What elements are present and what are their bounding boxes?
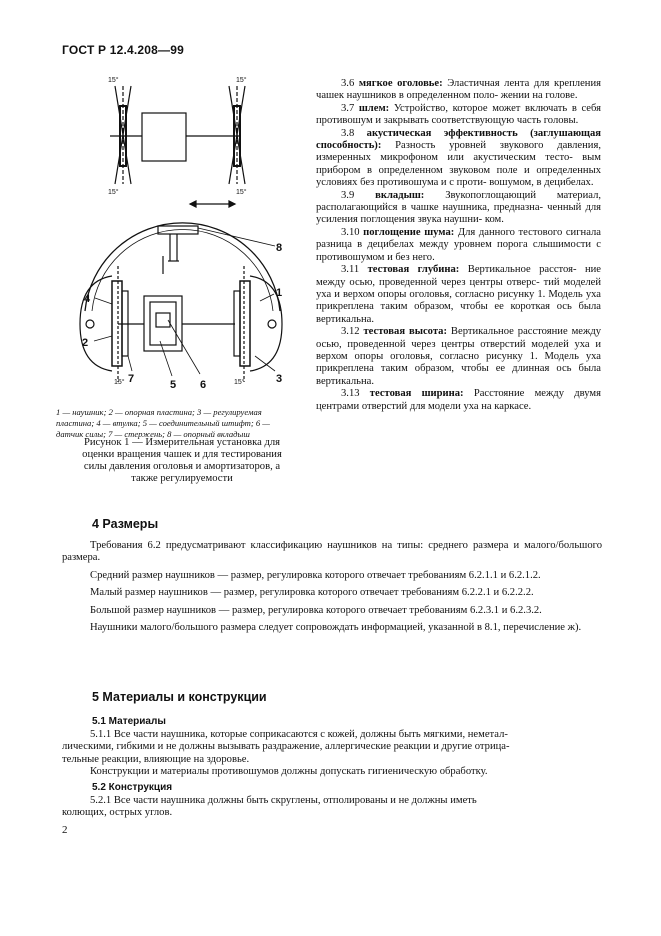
definition-number: 3.12 bbox=[341, 326, 364, 338]
definition-3.6 bbox=[316, 78, 601, 103]
definition-number: 3.10 bbox=[341, 226, 364, 238]
section-5-1-text: 5.1.1 Все части наушника, которые соприкасаются с кожей, должны быть мягкими, неметал- лическими, гибкими и не должны вызывать раздражение, аллергические реакции и другие отрица- тельные реакции, влияющие на здоровье. Конструкции и материалы противошумов должны допускать гигиеническую обработку. bbox=[62, 729, 510, 778]
definition-3.10 bbox=[316, 227, 601, 264]
figure-legend bbox=[56, 407, 312, 440]
definition-text: Разность уровней звукового давления, измеренных микрофоном или акустическим тесто- вым прибором в определенном звуковом поле и определенных условиях без противошума и с проти- вошумом, в децибелах. bbox=[316, 140, 601, 189]
section-4-title: 4 Размеры bbox=[92, 517, 159, 531]
definition-text: Расстояние между двумя центрами отверстий для модели уха на каркасе. bbox=[316, 388, 601, 412]
definition-3.9 bbox=[316, 190, 601, 227]
section-4-paragraph: Малый размер наушников — размер, регулировка которого отвечает требованиям 6.2.2.1 и 6.2.2.2. bbox=[90, 587, 534, 599]
definition-3.8 bbox=[316, 128, 601, 190]
part-number-3: 3 bbox=[276, 373, 283, 385]
definition-number: 3.6 bbox=[341, 78, 359, 89]
definition-3.12 bbox=[316, 326, 601, 388]
page-number: 2 bbox=[62, 824, 68, 836]
definition-term: тестовая высота: bbox=[363, 326, 447, 338]
subsection-5-1-title: 5.1 Материалы bbox=[92, 716, 166, 727]
legend-line: пластина; 4 — втулка; 5 — соединительный штифт; 6 — bbox=[56, 418, 270, 428]
section-5-title: 5 Материалы и конструкции bbox=[92, 690, 267, 704]
definition-term: акустическая эффективность (заглушающая способность): bbox=[316, 127, 602, 152]
section-4-paragraph: Наушники малого/большого размера следует сопровождать информацией, указанной в 8.1, перечисление ж). bbox=[90, 622, 582, 634]
angle-label: 15° bbox=[236, 77, 247, 84]
definition-text: Для данного тестового сигнала разница в децибелах между уровнем порога слышимости с противошумом и без него. bbox=[316, 226, 602, 263]
definitions-column bbox=[316, 78, 601, 413]
definition-3.13 bbox=[316, 388, 601, 413]
definition-term: тестовая глубина: bbox=[367, 264, 460, 276]
definition-term: тестовая ширина: bbox=[369, 388, 464, 400]
subsection-5-2-title: 5.2 Конструкция bbox=[92, 782, 173, 793]
document-header: ГОСТ Р 12.4.208—99 bbox=[62, 43, 185, 57]
part-number-6: 6 bbox=[200, 379, 207, 391]
section-4-paragraph: Требования 6.2 предусматривают классификацию наушников на типы: среднего размера и малого/большого размера. bbox=[62, 540, 602, 564]
part-number-5: 5 bbox=[170, 379, 177, 391]
definition-term: мягкое оголовье: bbox=[358, 78, 443, 89]
figure-caption: Рисунок 1 — Измерительная установка для оценки вращения чашек и для тестирования силы давления оголовья и амортизаторов, а также регулируемости bbox=[82, 437, 282, 484]
definition-text: Вертикальное расстоя- ние между осью, проведенной через центры отверс- тий моделей уха и верхом опоры оголовья, согласно рисунку 1. Модель уха прикреплена таким образом, чтобы ее короткая ось была вертикальна. bbox=[316, 264, 602, 325]
definition-number: 3.7 bbox=[341, 102, 359, 114]
definition-3.11 bbox=[316, 264, 601, 326]
legend-line: 1 — наушник; 2 — опорная пластина; 3 — регулируемая bbox=[56, 407, 262, 417]
section-4-body bbox=[62, 540, 602, 634]
definition-text: Эластичная лента для крепления чашек наушников в определенном поло- жении на голове. bbox=[316, 78, 601, 102]
definition-number: 3.13 bbox=[341, 388, 370, 400]
angle-label: 15° bbox=[114, 379, 125, 386]
definition-text: Вертикальное расстояние между осью, проведенной через центры отверстий моделей уха и верхом опоры оголовья, согласно рисунку 1. Модель уха прикреплена таким образом, чтобы ее длинная ось была вертикальна. bbox=[316, 326, 602, 387]
section-4-paragraph: Средний размер наушников — размер, регулировка которого отвечает требованиям 6.2.1.1 и 6.2.1.2. bbox=[90, 569, 541, 581]
definition-term: вкладыш: bbox=[375, 189, 425, 201]
top-view-block bbox=[142, 113, 186, 161]
angle-label: 15° bbox=[108, 77, 119, 84]
section-4-paragraph: Большой размер наушников — размер, регулировка которого отвечает требованиям 6.2.3.1 и 6.2.3.2. bbox=[90, 604, 542, 616]
part-number-2: 2 bbox=[82, 337, 89, 349]
definition-text: Устройство, которое может включать в себя противошум и закрывать соответствующую часть головы. bbox=[316, 102, 601, 127]
definition-term: поглощение шума: bbox=[363, 226, 455, 238]
definition-number: 3.8 bbox=[341, 127, 367, 139]
part-number-8: 8 bbox=[276, 242, 283, 254]
definition-number: 3.9 bbox=[341, 189, 376, 201]
definition-term: шлем: bbox=[358, 102, 390, 114]
definition-text: Звукопоглощающий материал, располагающийся в чашке наушника, предназна- ченный для усиления поглощения звука наушни- ком. bbox=[316, 189, 601, 226]
part-number-1: 1 bbox=[276, 287, 283, 299]
definition-3.7 bbox=[316, 103, 601, 128]
part-number-7: 7 bbox=[128, 373, 135, 385]
part-number-4: 4 bbox=[84, 293, 91, 305]
legend-line: датчик силы; 7 — стержень; 8 — опорный вкладыш bbox=[56, 429, 250, 439]
angle-label: 15° bbox=[234, 379, 245, 386]
definition-number: 3.11 bbox=[341, 264, 368, 276]
angle-label: 15° bbox=[236, 189, 247, 196]
figure-1-diagram bbox=[60, 66, 312, 396]
angle-label: 15° bbox=[108, 189, 119, 196]
section-5-2-text: 5.2.1 Все части наушника должны быть скруглены, отполированы и не должны иметь колющих, острых углов. bbox=[62, 795, 477, 819]
